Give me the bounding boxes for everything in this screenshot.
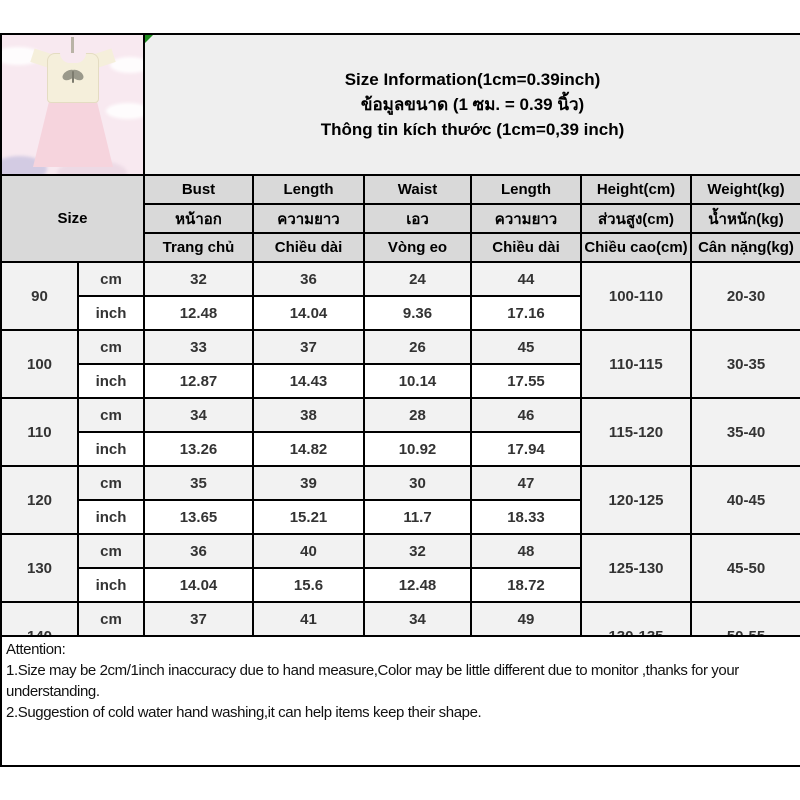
length-inch-value: 14.43 [253, 364, 364, 398]
attention-line-2: 2.Suggestion of cold water hand washing,it can help items keep their shape. [6, 704, 482, 721]
col-header-height-th: ส่วนสูง(cm) [581, 204, 691, 233]
waist-cm-value: 28 [364, 398, 471, 432]
size-header-cell: Size [1, 175, 144, 262]
height-range-value: 115-120 [581, 398, 691, 466]
unit-label-inch: inch [78, 296, 144, 330]
length2-cm-value: 44 [471, 262, 581, 296]
length2-cm-value: 48 [471, 534, 581, 568]
size-info-title-th: ข้อมูลขนาด (1 ซม. = 0.39 นิ้ว) [360, 94, 585, 114]
length2-cm-value: 47 [471, 466, 581, 500]
length-cm-value: 36 [253, 262, 364, 296]
length-cm-value: 39 [253, 466, 364, 500]
col-header-bust-vi: Trang chủ [144, 233, 253, 262]
length-cm-value: 37 [253, 330, 364, 364]
bust-inch-value: 12.87 [144, 364, 253, 398]
unit-label-cm: cm [78, 330, 144, 364]
product-photo [1, 34, 144, 175]
bust-cm-value: 37 [144, 602, 253, 636]
unit-label-inch: inch [78, 432, 144, 466]
col-header-length-th: ความยาว [253, 204, 364, 233]
unit-label-inch: inch [78, 364, 144, 398]
weight-range-value: 40-45 [691, 466, 800, 534]
height-range-value: 110-115 [581, 330, 691, 398]
butterfly-icon [60, 67, 86, 87]
bust-cm-value: 36 [144, 534, 253, 568]
waist-inch-value: 12.48 [364, 568, 471, 602]
col-header-weight-vi: Cân nặng(kg) [691, 233, 800, 262]
col-header-waist-vi: Vòng eo [364, 233, 471, 262]
col-header-length2-vi: Chiều dài [471, 233, 581, 262]
length2-cm-value: 49 [471, 602, 581, 636]
bust-cm-value: 32 [144, 262, 253, 296]
size-row-label: 110 [1, 398, 78, 466]
weight-range-value: 30-35 [691, 330, 800, 398]
length-inch-value: 14.82 [253, 432, 364, 466]
size-chart-table [0, 33, 800, 671]
unit-label-inch: inch [78, 500, 144, 534]
cell-corner-marker-icon [145, 35, 153, 43]
bust-inch-value: 12.48 [144, 296, 253, 330]
length2-inch-value: 18.72 [471, 568, 581, 602]
waist-inch-value: 9.36 [364, 296, 471, 330]
height-range-value: 100-110 [581, 262, 691, 330]
unit-label-cm: cm [78, 602, 144, 636]
attention-line-1: 1.Size may be 2cm/1inch inaccuracy due to hand measure,Color may be little different due to monitor ,thanks for your understanding. [6, 662, 739, 700]
weight-range-value: 35-40 [691, 398, 800, 466]
bust-cm-value: 35 [144, 466, 253, 500]
length2-inch-value: 17.16 [471, 296, 581, 330]
length-inch-value: 15.6 [253, 568, 364, 602]
length2-inch-value: 17.55 [471, 364, 581, 398]
bust-inch-value: 14.04 [144, 568, 253, 602]
attention-note [0, 635, 800, 767]
waist-inch-value: 10.92 [364, 432, 471, 466]
unit-label-cm: cm [78, 398, 144, 432]
col-header-length-en: Length [253, 175, 364, 204]
unit-label-cm: cm [78, 534, 144, 568]
col-header-bust-th: หน้าอก [144, 204, 253, 233]
waist-inch-value: 11.7 [364, 500, 471, 534]
bust-cm-value: 33 [144, 330, 253, 364]
col-header-length2-th: ความยาว [471, 204, 581, 233]
size-row-label: 130 [1, 534, 78, 602]
length-cm-value: 40 [253, 534, 364, 568]
cloud-shape [106, 103, 143, 119]
waist-inch-value: 10.14 [364, 364, 471, 398]
height-range-value: 125-130 [581, 534, 691, 602]
col-header-height-vi: Chiều cao(cm) [581, 233, 691, 262]
length2-cm-value: 45 [471, 330, 581, 364]
col-header-length-vi: Chiều dài [253, 233, 364, 262]
size-row-label: 100 [1, 330, 78, 398]
length2-inch-value: 18.33 [471, 500, 581, 534]
size-info-header [144, 34, 800, 175]
col-header-waist-en: Waist [364, 175, 471, 204]
col-header-height-en: Height(cm) [581, 175, 691, 204]
length-inch-value: 15.21 [253, 500, 364, 534]
col-header-weight-th: น้ำหนัก(kg) [691, 204, 800, 233]
waist-cm-value: 24 [364, 262, 471, 296]
length2-cm-value: 46 [471, 398, 581, 432]
bust-cm-value: 34 [144, 398, 253, 432]
length-cm-value: 41 [253, 602, 364, 636]
size-info-title-en: Size Information(1cm=0.39inch) [344, 69, 601, 89]
weight-range-value: 20-30 [691, 262, 800, 330]
col-header-weight-en: Weight(kg) [691, 175, 800, 204]
size-info-title-vi: Thông tin kích thước (1cm=0,39 inch) [320, 119, 625, 139]
bust-inch-value: 13.65 [144, 500, 253, 534]
length-cm-value: 38 [253, 398, 364, 432]
waist-cm-value: 26 [364, 330, 471, 364]
length2-inch-value: 17.94 [471, 432, 581, 466]
height-range-value: 120-125 [581, 466, 691, 534]
col-header-length2-en: Length [471, 175, 581, 204]
col-header-bust-en: Bust [144, 175, 253, 204]
waist-cm-value: 34 [364, 602, 471, 636]
weight-range-value: 45-50 [691, 534, 800, 602]
product-photo-art [2, 35, 143, 174]
size-row-label: 90 [1, 262, 78, 330]
waist-cm-value: 30 [364, 466, 471, 500]
unit-label-inch: inch [78, 568, 144, 602]
length-inch-value: 14.04 [253, 296, 364, 330]
size-row-label: 120 [1, 466, 78, 534]
col-header-waist-th: เอว [364, 204, 471, 233]
attention-title: Attention: [6, 641, 66, 658]
unit-label-cm: cm [78, 466, 144, 500]
waist-cm-value: 32 [364, 534, 471, 568]
dress-skirt [33, 95, 113, 167]
unit-label-cm: cm [78, 262, 144, 296]
bust-inch-value: 13.26 [144, 432, 253, 466]
